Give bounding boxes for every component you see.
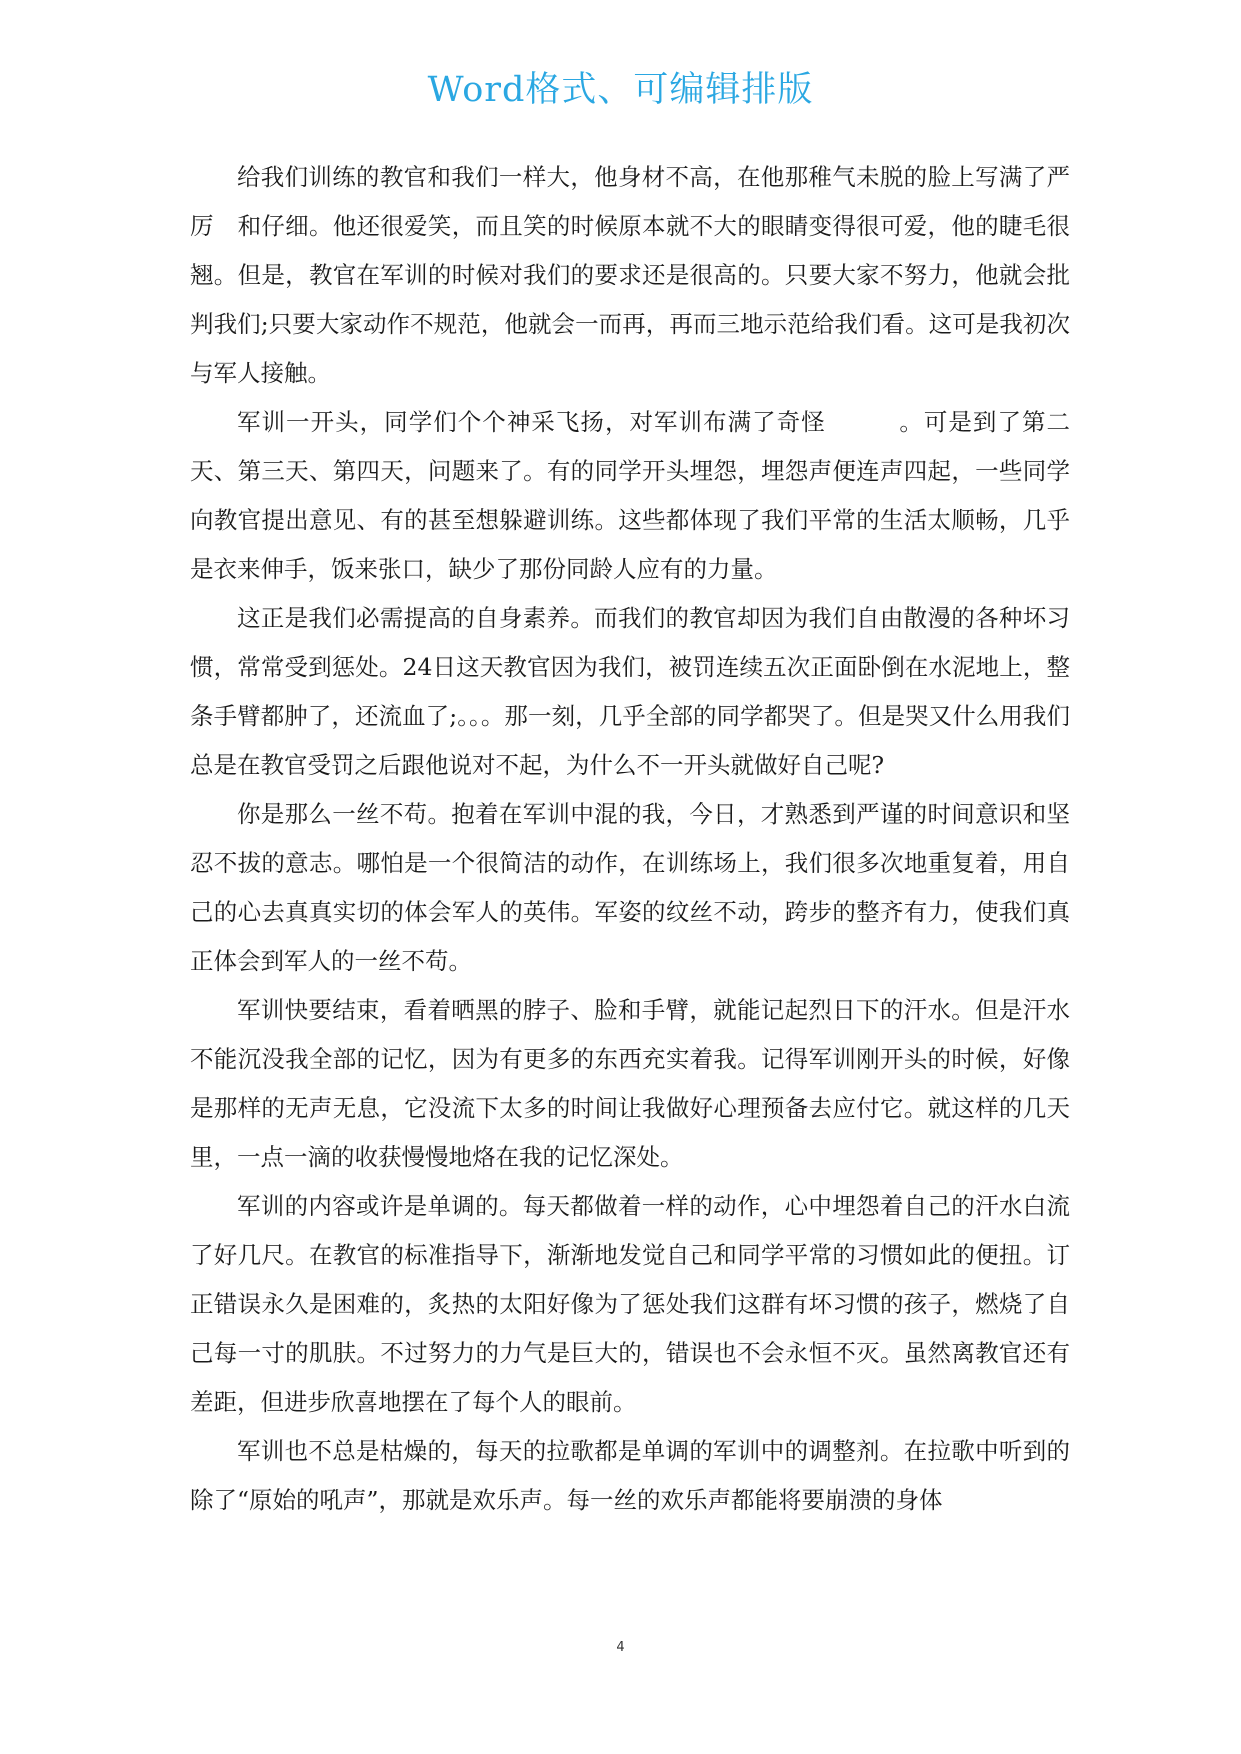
body-text [190,153,1070,1525]
paragraph-4: 你是那么一丝不苟。抱着在军训中混的我，今日，才熟悉到严谨的时间意识和坚忍不拔的意志。哪怕是一个很简洁的动作，在训练场上，我们很多次地重复着，用自己的心去真真实切的体会军人的英伟。军姿的纹丝不动，跨步的整齐有力，使我们真正体会到军人的一丝不苟。 [190,800,1070,975]
paragraph-7: 军训也不总是枯燥的，每天的拉歌都是单调的军训中的调整剂。在拉歌中听到的除了“原始的吼声”，那就是欢乐声。每一丝的欢乐声都能将要崩溃的身体 [190,1437,1070,1514]
page-number: 4 [616,1640,625,1655]
paragraph-5: 军训快要结束，看着晒黑的脖子、脸和手臂，就能记起烈日下的汗水。但是汗水不能沉没我全部的记忆，因为有更多的东西充实着我。记得军训刚开头的时候，好像是那样的无声无息，它没流下太多的时间让我做好心理预备去应付它。就这样的几天里，一点一滴的收获慢慢地烙在我的记忆深处。 [190,996,1070,1171]
paragraph-3: 这正是我们必需提高的自身素养。而我们的教官却因为我们自由散漫的各种坏习惯，常常受到惩处。24日这天教官因为我们，被罚连续五次正面卧倒在水泥地上，整条手臂都肿了，还流血了;。。。那一刻，几乎全部的同学都哭了。但是哭又什么用我们总是在教官受罚之后跟他说对不起，为什么不一开头就做好自己呢? [190,604,1070,779]
header-title: Word格式、可编辑排版 [427,70,814,110]
paragraph-6: 军训的内容或许是单调的。每天都做着一样的动作，心中埋怨着自己的汗水白流了好几尺。在教官的标准指导下，渐渐地发觉自己和同学平常的习惯如此的便扭。订正错误永久是困难的，炙热的太阳好像为了惩处我们这群有坏习惯的孩子，燃烧了自己每一寸的肌肤。不过努力的力气是巨大的，错误也不会永恒不灭。虽然离教官还有差距，但进步欣喜地摆在了每个人的眼前。 [190,1192,1070,1416]
paragraph-1: 给我们训练的教官和我们一样大，他身材不高，在他那稚气未脱的脸上写满了严厉 和仔细。他还很爱笑，而且笑的时候原本就不大的眼睛变得很可爱，他的睫毛很翘。但是，教官在军训的时候对我们的要求还是很高的。只要大家不努力，他就会批判我们;只要大家动作不规范，他就会一而再，再而三地示范给我们看。这可是我初次与军人接触。 [190,163,1070,387]
paragraph-2: 军训一开头，同学们个个神采飞扬，对军训布满了奇怪 。可是到了第二天、第三天、第四天，问题来了。有的同学开头埋怨，埋怨声便连声四起，一些同学向教官提出意见、有的甚至想躲避训练。这些都体现了我们平常的生活太顺畅，几乎是衣来伸手，饭来张口，缺少了那份同龄人应有的力量。 [190,408,1070,583]
